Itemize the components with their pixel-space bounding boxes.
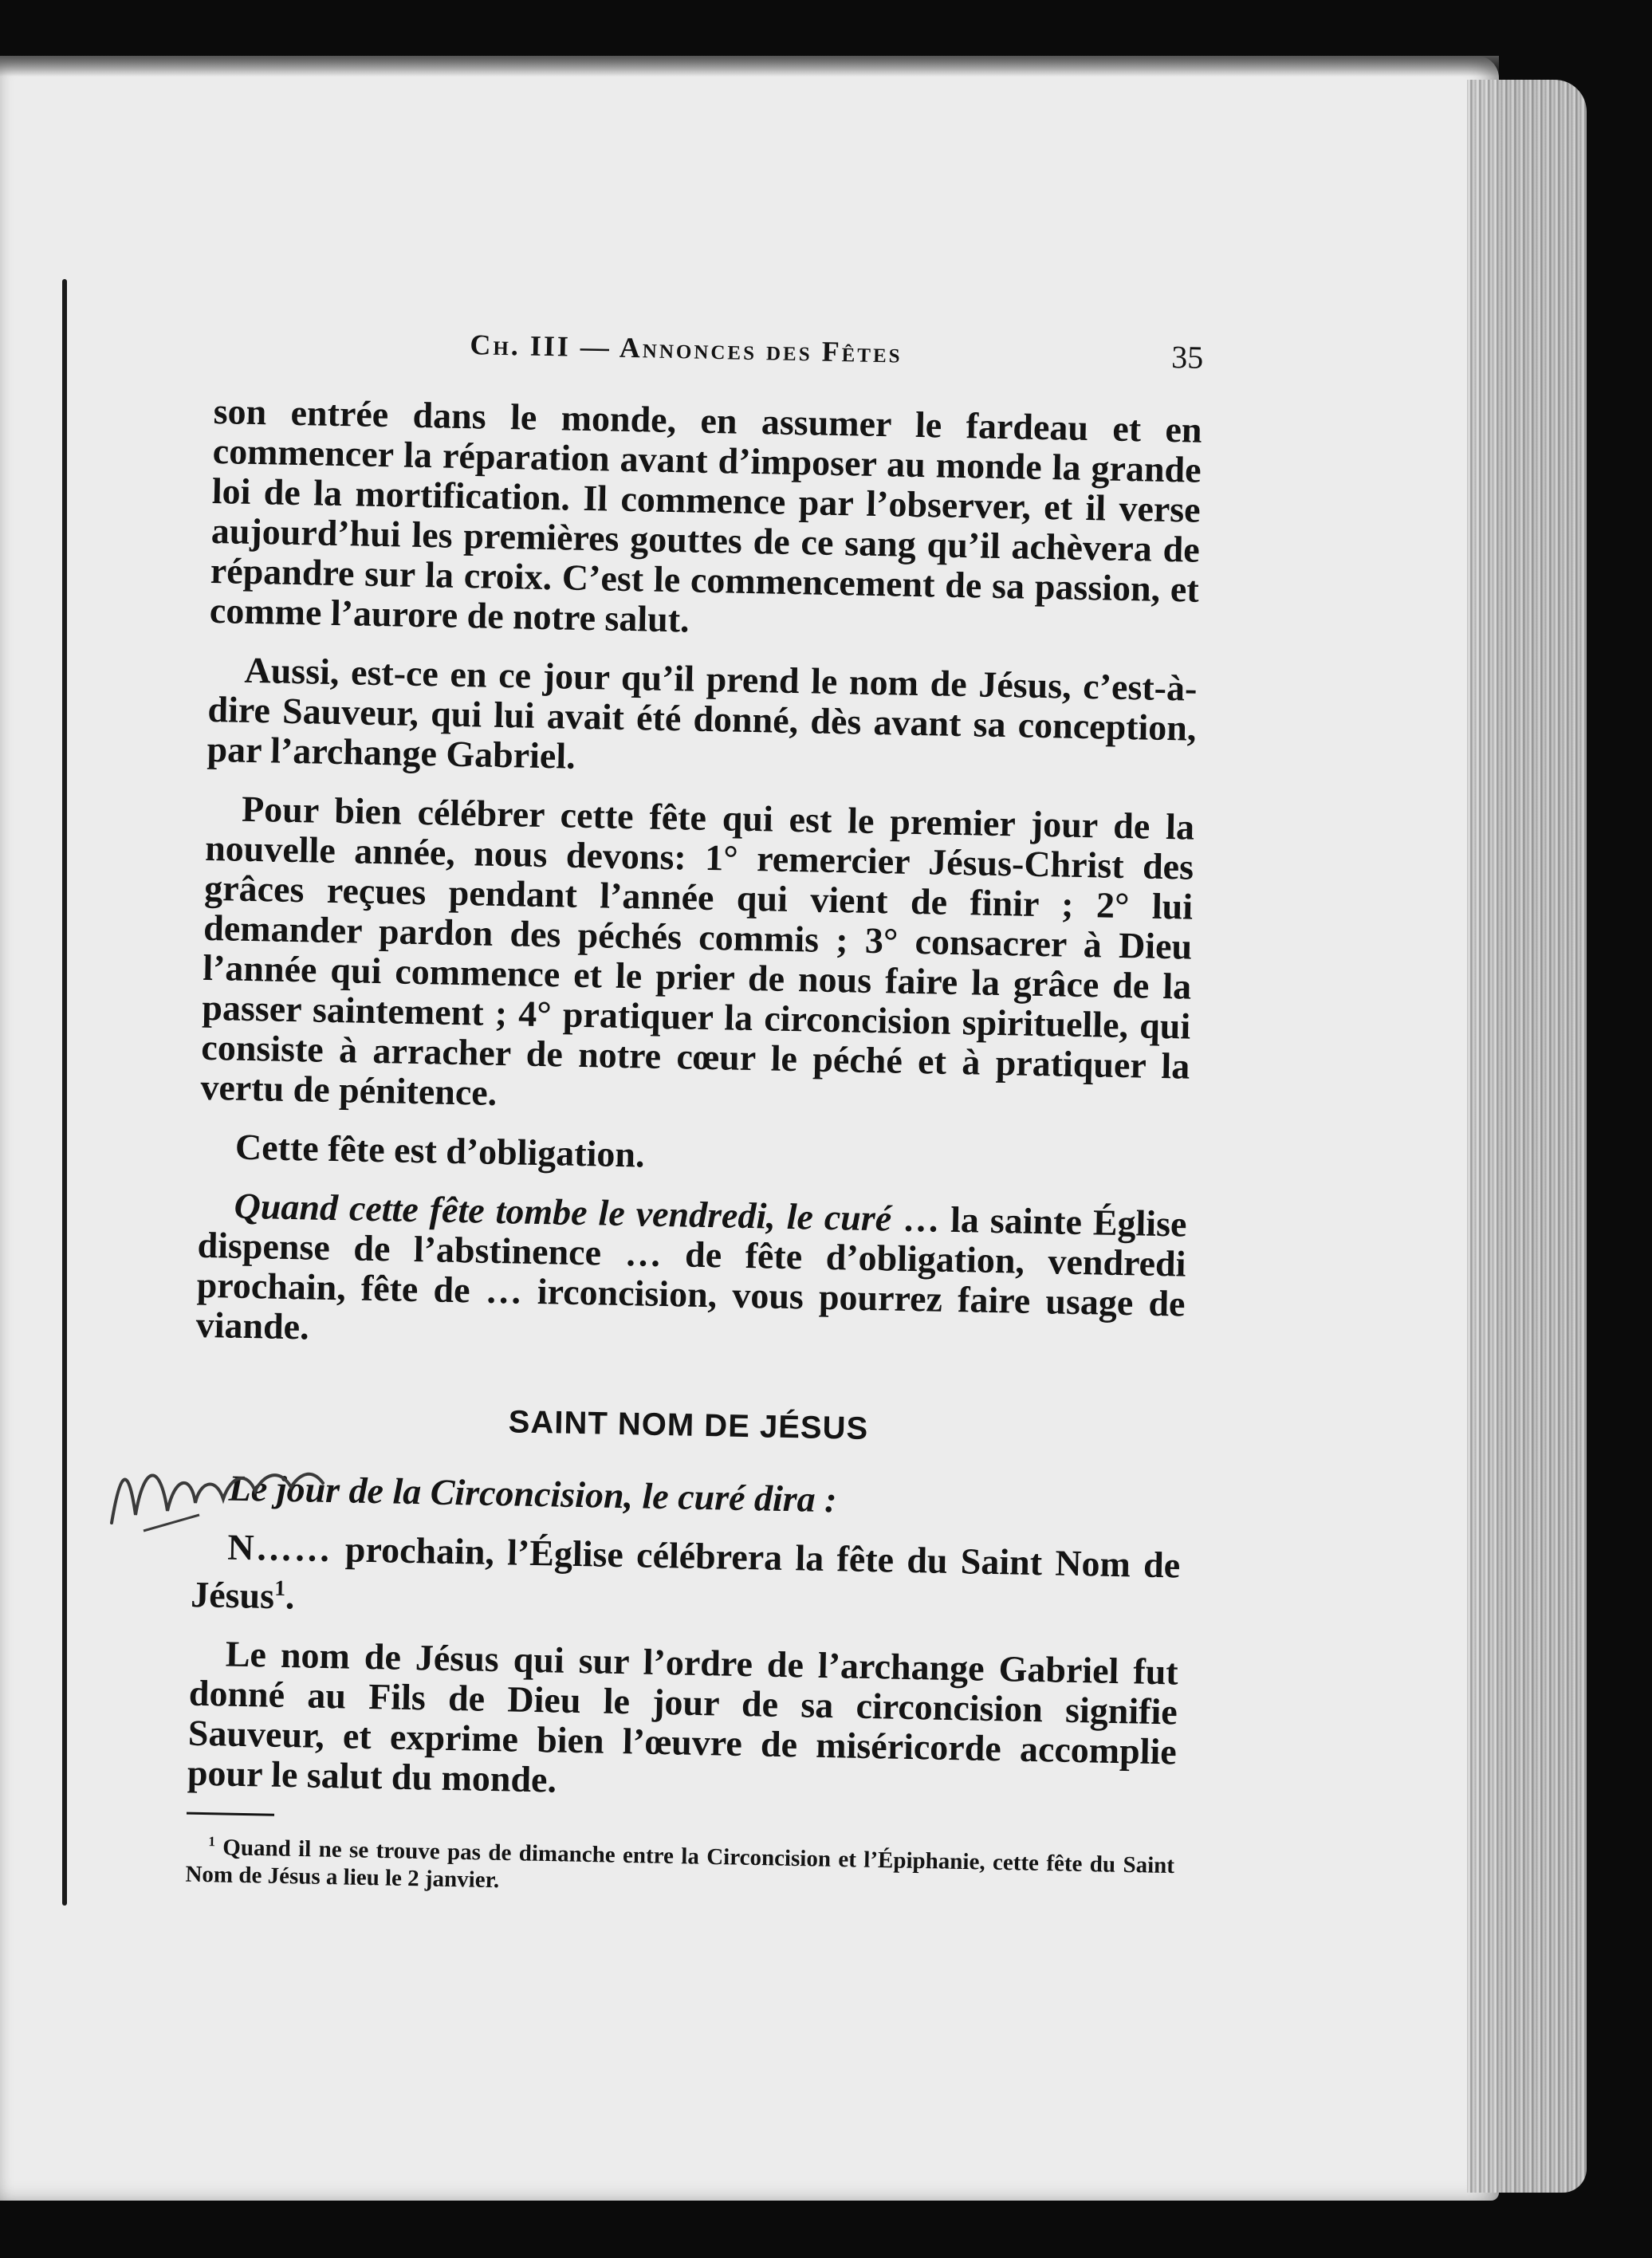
page-edges	[1467, 80, 1587, 2193]
footnote-marker: 1	[208, 1833, 216, 1850]
announcement-prefix: N……	[226, 1526, 333, 1570]
announcement: N…… prochain, l’Église célébrera la fête du Saint Nom de Jésus$^1$.	[190, 1526, 1181, 1617]
paragraph-4: Cette fête est d’obligation.	[234, 1126, 646, 1175]
footnote-rule	[187, 1812, 274, 1816]
announcement-text: prochain, l’Église célébrera la fête du Saint Nom de Jésus	[190, 1528, 1181, 1617]
friday-note-lead: Quand cette fête tombe le vendredi, le curé	[234, 1185, 892, 1239]
text-block	[185, 319, 1204, 1926]
gutter-line	[62, 279, 67, 1906]
section-body: Le nom de Jésus qui sur l’ordre de l’archange Gabriel fut donné au Fils de Dieu le jour de sa circoncision signifie Sauveur, et exprime bien l’œuvre de miséricorde accomplie pour le salut du monde.	[187, 1633, 1179, 1800]
section-heading: SAINT NOM DE JÉSUS	[508, 1404, 869, 1446]
section-instruction: Le jour de la Circoncision, le curé dira :	[228, 1467, 838, 1520]
footnote-text: Quand il ne se trouve pas de dimanche entre la Circoncision et l’Épiphanie, cette fête du Saint Nom de Jésus a lieu le 2 janvier.	[185, 1835, 1175, 1894]
footnote-ref: 1	[273, 1575, 286, 1600]
page-number: 35	[1170, 339, 1204, 376]
paragraph-3: Pour bien célébrer cette fête qui est le premier jour de la nouvelle année, nous devons: 1° remercier Jésus-Christ des grâces reçues pendant l’année qui vient de finir ; 2° lui demander pardon des péchés commis ; 3° consacrer à Dieu l’année qui commence et le prier de nous faire la grâce de la passer saintement ; 4° pratiquer la circoncision spirituelle, qui consiste à arracher de notre cœur le péché et à pratiquer la vertu de pénitence.	[200, 788, 1195, 1113]
paragraph-1: son entrée dans le monde, en assumer le fardeau et en commencer la réparation avant d’imposer au monde la grande loi de la mortification. Il commence par l’observer, et il verse aujourd’hui les premières gouttes de ce sang qu’il achèvera de répandre sur la croix. C’est le commencement de sa passion, et comme l’aurore de notre salut.	[209, 390, 1203, 640]
running-head-title: Ch. III — Annonces des Fêtes	[470, 328, 903, 369]
handwritten-margin-note	[96, 1427, 335, 1539]
footnote	[185, 1827, 1174, 1906]
paragraph-2: Aussi, est-ce en ce jour qu’il prend le nom de Jésus, c’est-à-dire Sauveur, qui lui avait été donné, dès avant sa conception, par l’archange Gabriel.	[206, 649, 1198, 777]
friday-note-rest: … la sainte Église dispense de l’abstinence … de fête d’obligation, vendredi prochain, fête de … irconcision, vous pourrez faire usage de viande.	[195, 1198, 1187, 1347]
friday-note	[195, 1186, 1187, 1364]
page-top-shadow	[0, 56, 1499, 77]
